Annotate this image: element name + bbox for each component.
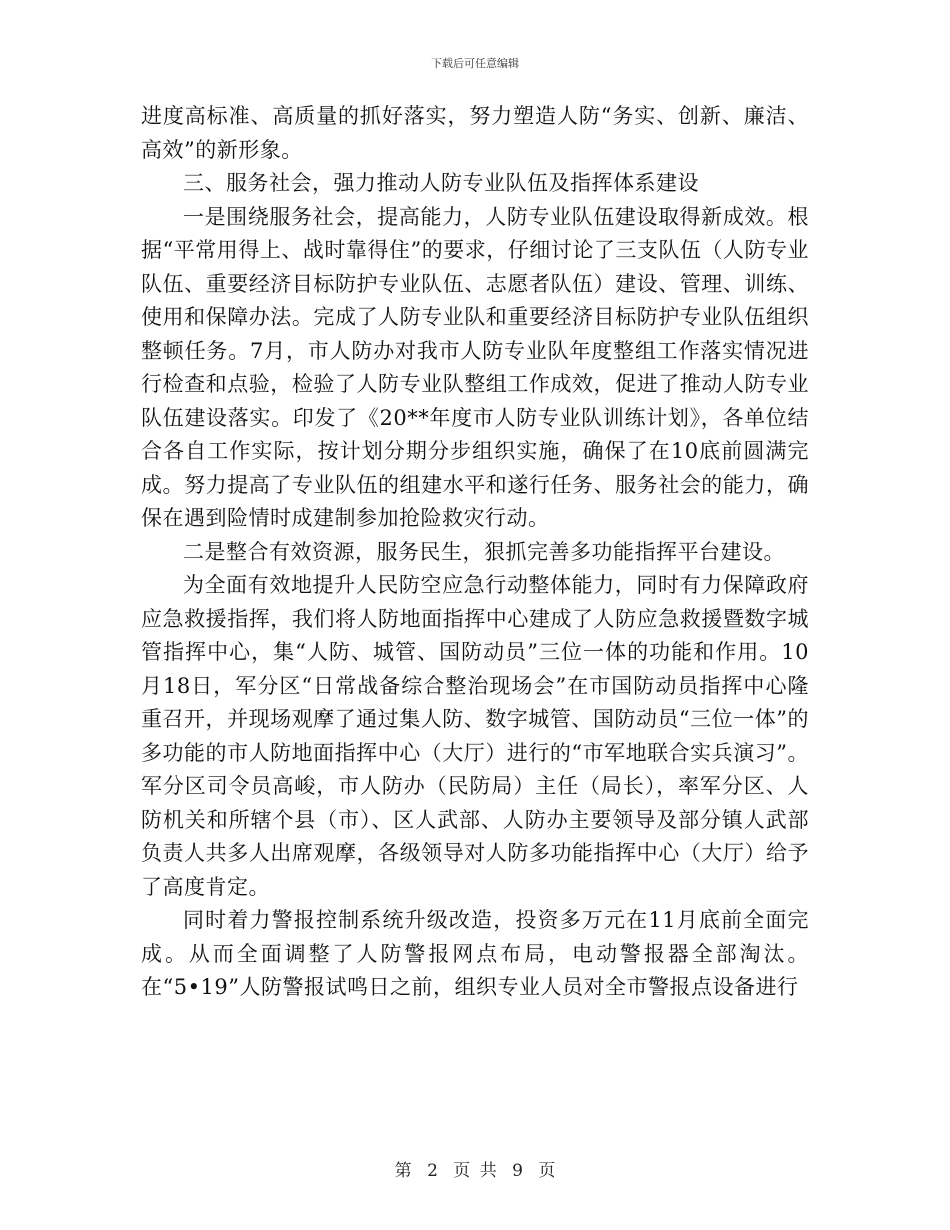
page-footer [0, 1156, 950, 1181]
footer-prefix: 第 [394, 1161, 412, 1181]
paragraph: 同时着力警报控制系统升级改造，投资多万元在11月底前全面完成。从而全面调整了人防警报网点布局，电动警报器全部淘汰。在“5•19”人防警报试鸣日之前，组织专业人员对全市警报点设备进行 [141, 908, 809, 999]
paragraph: 一是围绕服务社会，提高能力，人防专业队伍建设取得新成效。根据“平常用得上、战时靠得住”的要求，仔细讨论了三支队伍（人防专业队伍、重要经济目标防护专业队伍、志愿者队伍）建设、管理、训练、使用和保障办法。完成了人防专业队和重要经济目标防护专业队伍组织整顿任务。7月，市人防办对我市人防专业队年度整组工作落实情况进行检查和点验，检验了人防专业队整组工作成效，促进了推动人防专业队伍建设落实。印发了《20**年度市人防专业队训练计划》，各单位结合各自工作实际，按计划分期分步组织实施，确保了在10底前圆满完成。努力提高了专业队伍的组建水平和遂行任务、服务社会的能力，确保在遇到险情时成建制参加抢险救灾行动。 [141, 204, 809, 530]
paragraph: 进度高标准、高质量的抓好落实，努力塑造人防“务实、创新、廉洁、高效”的新形象。 [141, 104, 809, 162]
total-pages-number: 9 [512, 1161, 523, 1181]
footer-suffix: 页 [538, 1161, 556, 1181]
paragraph: 二是整合有效资源，服务民生，狠抓完善多功能指挥平台建设。 [183, 539, 785, 564]
document-body [141, 100, 809, 1005]
section-heading: 三、服务社会，强力推动人防专业队伍及指挥体系建设 [183, 171, 699, 195]
footer-middle: 页 共 [453, 1161, 497, 1181]
page-header-note: 下载后可任意编辑 [431, 57, 519, 70]
paragraph: 为全面有效地提升人民防空应急行动整体能力，同时有力保障政府应急救援指挥，我们将人防地面指挥中心建成了人防应急救援暨数字城管指挥中心，集“人防、城管、国防动员”三位一体的功能和作用。10月18日，军分区“日常战备综合整治现场会”在市国防动员指挥中心隆重召开，并现场观摩了通过集人防、数字城管、国防动员“三位一体”的多功能的市人防地面指挥中心（大厅）进行的“市军地联合实兵演习”。军分区司令员高峻，市人防办（民防局）主任（局长），率军分区、人防机关和所辖个县（市）、区人武部、人防办主要领导及部分镇人武部负责人共多人出席观摩，各级领导对人防多功能指挥中心（大厅）给予了高度肯定。 [141, 573, 809, 899]
current-page-number: 2 [427, 1161, 438, 1181]
